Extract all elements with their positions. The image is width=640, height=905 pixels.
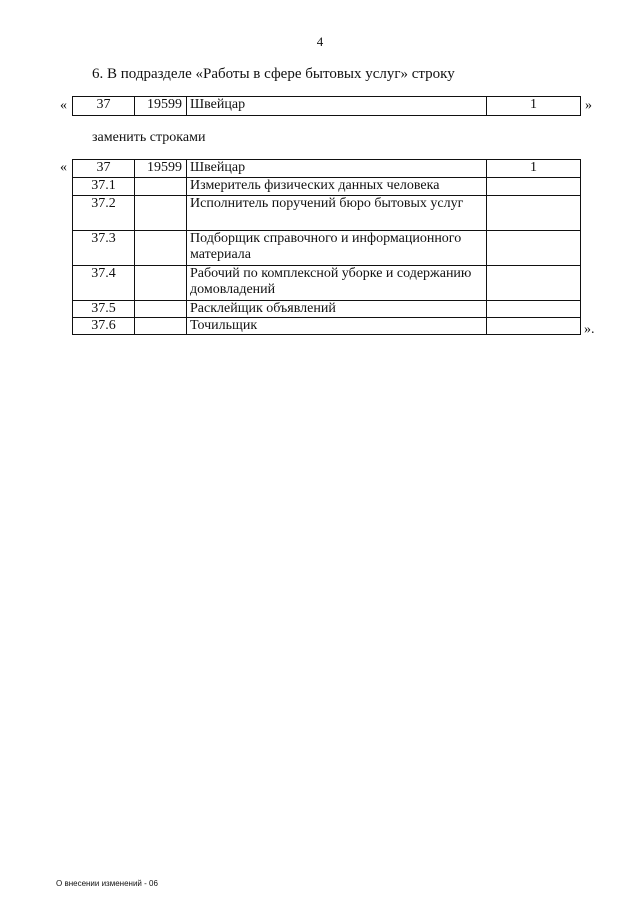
new-rows-table <box>72 159 581 335</box>
footer-label: О внесении изменений - 06 <box>56 879 158 888</box>
replace-label: заменить строками <box>92 130 206 145</box>
row-value: 1 <box>487 160 581 178</box>
row-number: 37.3 <box>73 231 135 266</box>
table-row <box>73 178 581 196</box>
row-number: 37 <box>73 160 135 178</box>
row-name: Швейцар <box>187 97 487 116</box>
row-code: 19599 <box>135 160 187 178</box>
table-row <box>73 160 581 178</box>
row-number: 37.1 <box>73 178 135 196</box>
close-quote-final: ». <box>584 322 595 337</box>
table-row <box>73 301 581 318</box>
row-value <box>487 301 581 318</box>
open-quote: « <box>60 160 67 175</box>
row-name: Рабочий по комплексной уборке и содержанию домовладений <box>187 266 487 301</box>
table-row <box>73 97 581 116</box>
row-number: 37.5 <box>73 301 135 318</box>
row-number: 37.6 <box>73 318 135 335</box>
row-code <box>135 178 187 196</box>
table-row <box>73 196 581 231</box>
row-value <box>487 266 581 301</box>
table-row <box>73 231 581 266</box>
row-number: 37 <box>73 97 135 116</box>
table-row <box>73 318 581 335</box>
amendment-intro: 6. В подразделе «Работы в сфере бытовых услуг» строку <box>92 66 455 82</box>
row-name: Исполнитель поручений бюро бытовых услуг <box>187 196 487 231</box>
row-code <box>135 266 187 301</box>
row-value <box>487 231 581 266</box>
row-name: Измеритель физических данных человека <box>187 178 487 196</box>
row-name: Точильщик <box>187 318 487 335</box>
row-value <box>487 178 581 196</box>
row-code <box>135 301 187 318</box>
old-row-table <box>72 96 581 116</box>
row-name: Подборщик справочного и информационного материала <box>187 231 487 266</box>
row-code: 19599 <box>135 97 187 116</box>
row-value <box>487 318 581 335</box>
row-code <box>135 196 187 231</box>
row-code <box>135 231 187 266</box>
row-value <box>487 196 581 231</box>
open-quote: « <box>60 98 67 113</box>
close-quote: » <box>585 98 592 113</box>
row-name: Расклейщик объявлений <box>187 301 487 318</box>
row-name: Швейцар <box>187 160 487 178</box>
row-number: 37.4 <box>73 266 135 301</box>
row-number: 37.2 <box>73 196 135 231</box>
row-value: 1 <box>487 97 581 116</box>
row-code <box>135 318 187 335</box>
page-number: 4 <box>316 34 324 49</box>
table-row <box>73 266 581 301</box>
